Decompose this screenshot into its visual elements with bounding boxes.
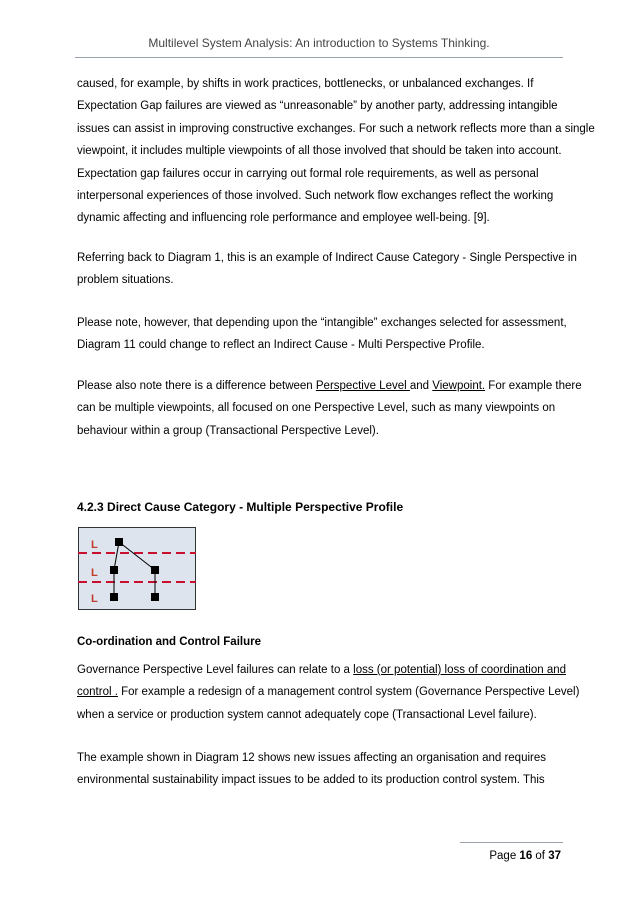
text-line: Expectation Gap failures are viewed as “unreasonable” by another party, addressing intangible <box>77 100 558 113</box>
multiple-perspective-diagram <box>78 527 196 610</box>
text-line: Expectation gap failures occur in carrying out formal role requirements, as well as personal <box>77 167 539 180</box>
page-total: 37 <box>548 850 561 862</box>
text-line: caused, for example, by shifts in work practices, bottlenecks, or unbalanced exchanges. If <box>77 78 534 90</box>
text-line: Please note, however, that depending upon the “intangible” exchanges selected for assessment, <box>77 317 567 329</box>
text-line: behaviour within a group (Transactional Perspective Level). <box>77 424 379 437</box>
subsection-heading: Co-ordination and Control Failure <box>77 636 261 648</box>
page-word: Page <box>489 850 520 862</box>
page-header: Multilevel System Analysis: An introduction to Systems Thinking. <box>148 36 490 50</box>
text-fragment: Governance Perspective Level failures can relate to a <box>77 664 354 676</box>
text-line: The example shown in Diagram 12 shows new issues affecting an organisation and requires <box>77 752 546 764</box>
footer-rule <box>460 842 563 843</box>
tree-node <box>110 593 118 601</box>
text-line <box>77 681 580 703</box>
of-word: of <box>532 850 549 862</box>
paragraph-expectation-gap <box>77 73 595 230</box>
level-label: L <box>91 539 98 551</box>
text-fragment: Please also note there is a difference between <box>77 380 316 392</box>
text-line: issues can assist in improving constructive exchanges. For such a network reflects more than a single <box>77 122 595 135</box>
underlined-phrase: loss (or potential) loss of coordination and <box>353 664 567 676</box>
text-line <box>77 659 567 681</box>
tree-node <box>151 593 159 601</box>
page-footer <box>489 850 561 862</box>
text-line <box>77 375 582 397</box>
text-line: problem situations. <box>77 274 174 287</box>
viewpoint-term: Viewpoint. <box>432 380 486 392</box>
paragraph-governance-failure <box>77 659 580 726</box>
paragraph-diagram12-example <box>77 747 567 792</box>
paragraph-diagram1-reference <box>77 247 577 292</box>
tree-node <box>151 566 159 574</box>
header-rule <box>75 57 563 58</box>
level-label: L <box>91 567 98 579</box>
tree-node <box>110 566 118 574</box>
text-line: dynamic affecting and influencing role performance and employee well-being. [9]. <box>77 212 490 225</box>
paragraph-diagram11-note <box>77 312 567 357</box>
text-line: environmental sustainability impact issues to be added to its production control system. This <box>77 774 545 787</box>
text-line: when a service or production system cannot adequately cope (Transactional Level failure). <box>77 708 537 721</box>
text-line: Diagram 11 could change to reflect an Indirect Cause - Multi Perspective Profile. <box>77 339 485 352</box>
text-fragment: For example a redesign of a management control system (Governance Perspective Level) <box>117 686 580 699</box>
text-fragment: and <box>409 380 433 392</box>
underlined-phrase: control . <box>77 686 118 699</box>
text-line: viewpoint, it includes multiple viewpoints of all those involved that should be taken into account. <box>77 145 562 158</box>
perspective-level-term: Perspective Level <box>315 380 410 392</box>
paragraph-perspective-viewpoint <box>77 375 582 442</box>
page-number: 16 <box>519 850 533 862</box>
section-heading: 4.2.3 Direct Cause Category - Multiple Perspective Profile <box>77 500 404 514</box>
text-fragment: For example there <box>485 380 582 392</box>
level-label: L <box>91 593 98 605</box>
text-line: Referring back to Diagram 1, this is an example of Indirect Cause Category - Single Perspective in <box>77 252 577 264</box>
text-line: interpersonal experiences of those involved. Such network flow exchanges reflect the working <box>77 190 554 203</box>
text-line: can be multiple viewpoints, all focused on one Perspective Level, such as many viewpoints on <box>77 402 556 415</box>
tree-node <box>115 538 123 546</box>
